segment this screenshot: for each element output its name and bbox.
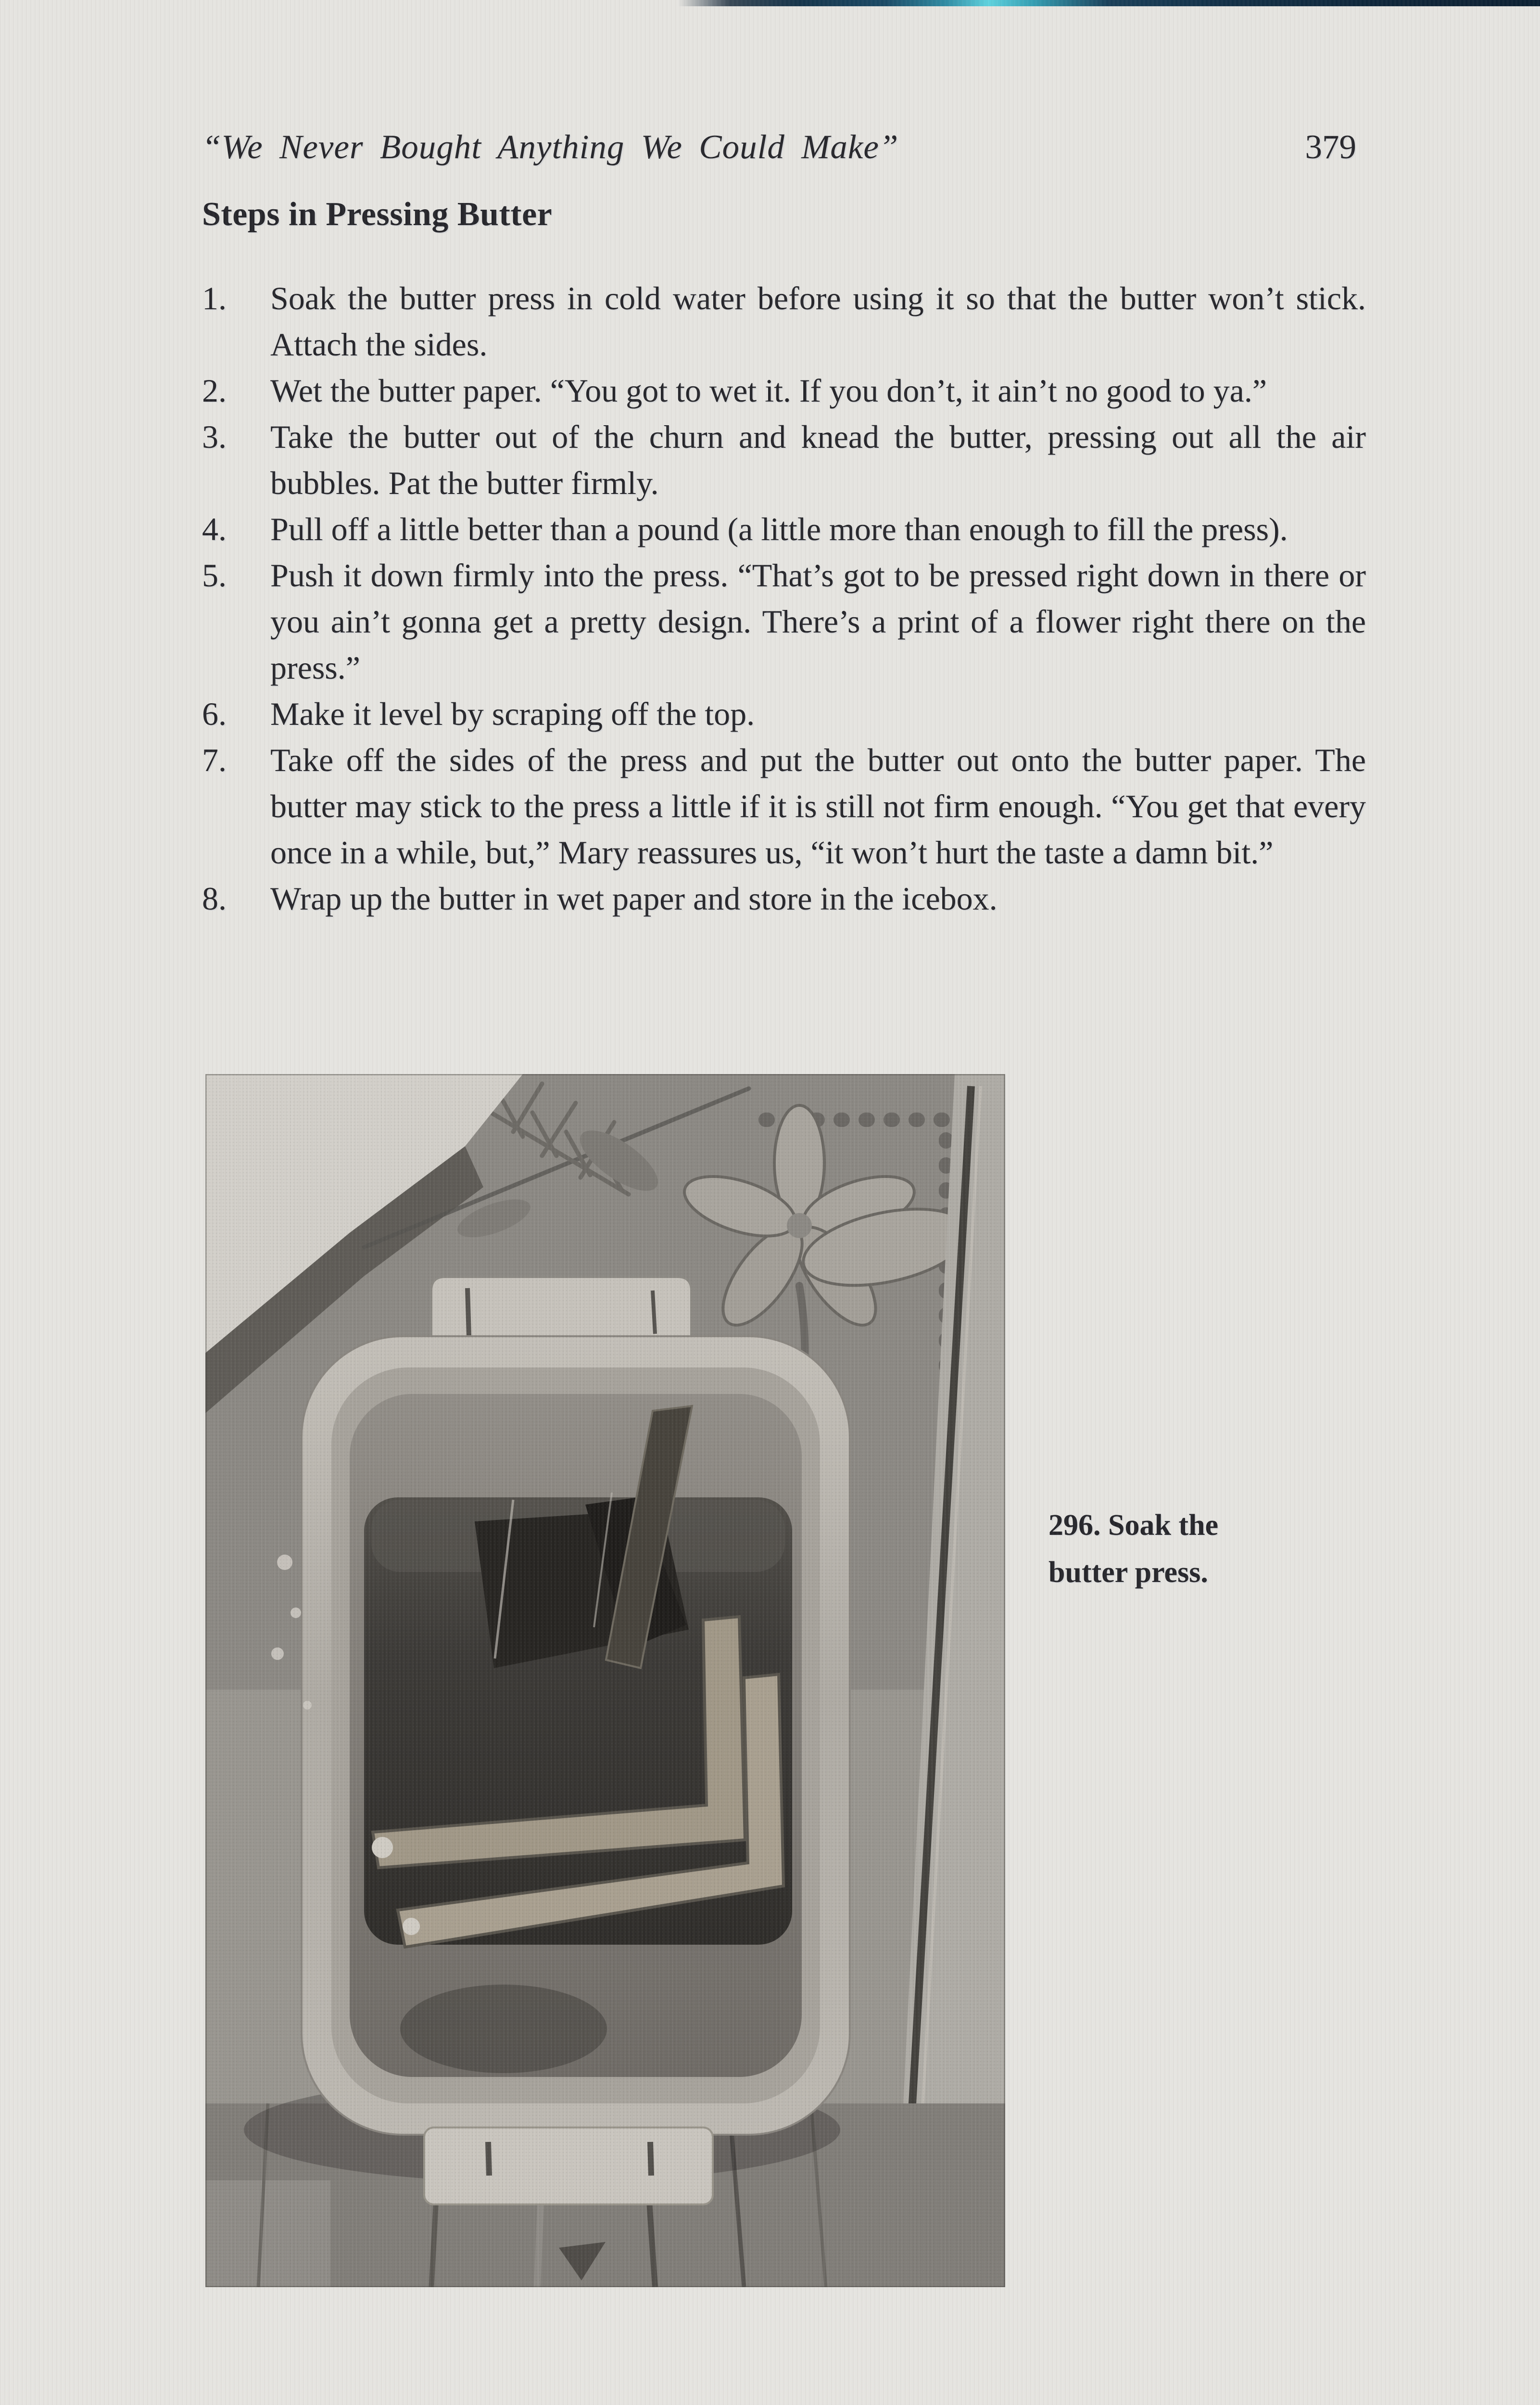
step-number: 4. <box>202 511 227 547</box>
step-text: Take off the sides of the press and put the butter out onto the butter paper. The butter may stick to the press a little if it is still not firm enough. “You get that every once in a while, but,” Mary reassures us, “it won’t hurt the taste a damn bit.” <box>270 742 1366 871</box>
step-item-7 <box>202 737 1366 875</box>
step-item-5 <box>202 552 1366 691</box>
step-number: 2. <box>202 372 227 409</box>
step-text: Make it level by scraping off the top. <box>270 696 755 732</box>
photo-halftone-grain <box>205 1074 1005 2287</box>
step-text: Pull off a little better than a pound (a little more than enough to fill the press). <box>270 511 1288 547</box>
step-number: 7. <box>202 742 227 778</box>
step-item-6 <box>202 691 1366 737</box>
figure-photo-butter-press <box>205 1074 1005 2287</box>
book-title-running-head: “We Never Bought Anything We Could Make” <box>202 128 899 166</box>
photo-illustration <box>205 1074 1005 2287</box>
scan-edge-artifact-bar <box>678 0 1540 6</box>
step-item-8 <box>202 875 1366 922</box>
step-number: 5. <box>202 557 227 594</box>
step-item-2 <box>202 367 1366 414</box>
step-text: Take the butter out of the churn and knead the butter, pressing out all the air bubbles. Pat the butter firmly. <box>270 418 1366 501</box>
step-item-3 <box>202 414 1366 506</box>
step-text: Wrap up the butter in wet paper and store in the icebox. <box>270 880 997 917</box>
page-number: 379 <box>1305 128 1356 166</box>
step-number: 6. <box>202 696 227 732</box>
step-item-1 <box>202 275 1366 367</box>
steps-list <box>202 275 1366 922</box>
step-item-4 <box>202 506 1366 552</box>
step-text: Wet the butter paper. “You got to wet it. If you don’t, it ain’t no good to ya.” <box>270 372 1267 409</box>
figure-caption: 296. Soak the butter press. <box>1048 1509 1219 1589</box>
running-header <box>202 123 1356 171</box>
step-text: Push it down firmly into the press. “That’s got to be pressed right down in there or you ain’t gonna get a pretty design. There’s a print of a flower right there on the press.” <box>270 557 1366 686</box>
step-text: Soak the butter press in cold water before using it so that the butter won’t stick. Attach the sides. <box>270 280 1366 363</box>
section-heading: Steps in Pressing Butter <box>202 196 553 233</box>
step-number: 3. <box>202 418 227 455</box>
step-number: 8. <box>202 880 227 917</box>
step-number: 1. <box>202 280 227 316</box>
